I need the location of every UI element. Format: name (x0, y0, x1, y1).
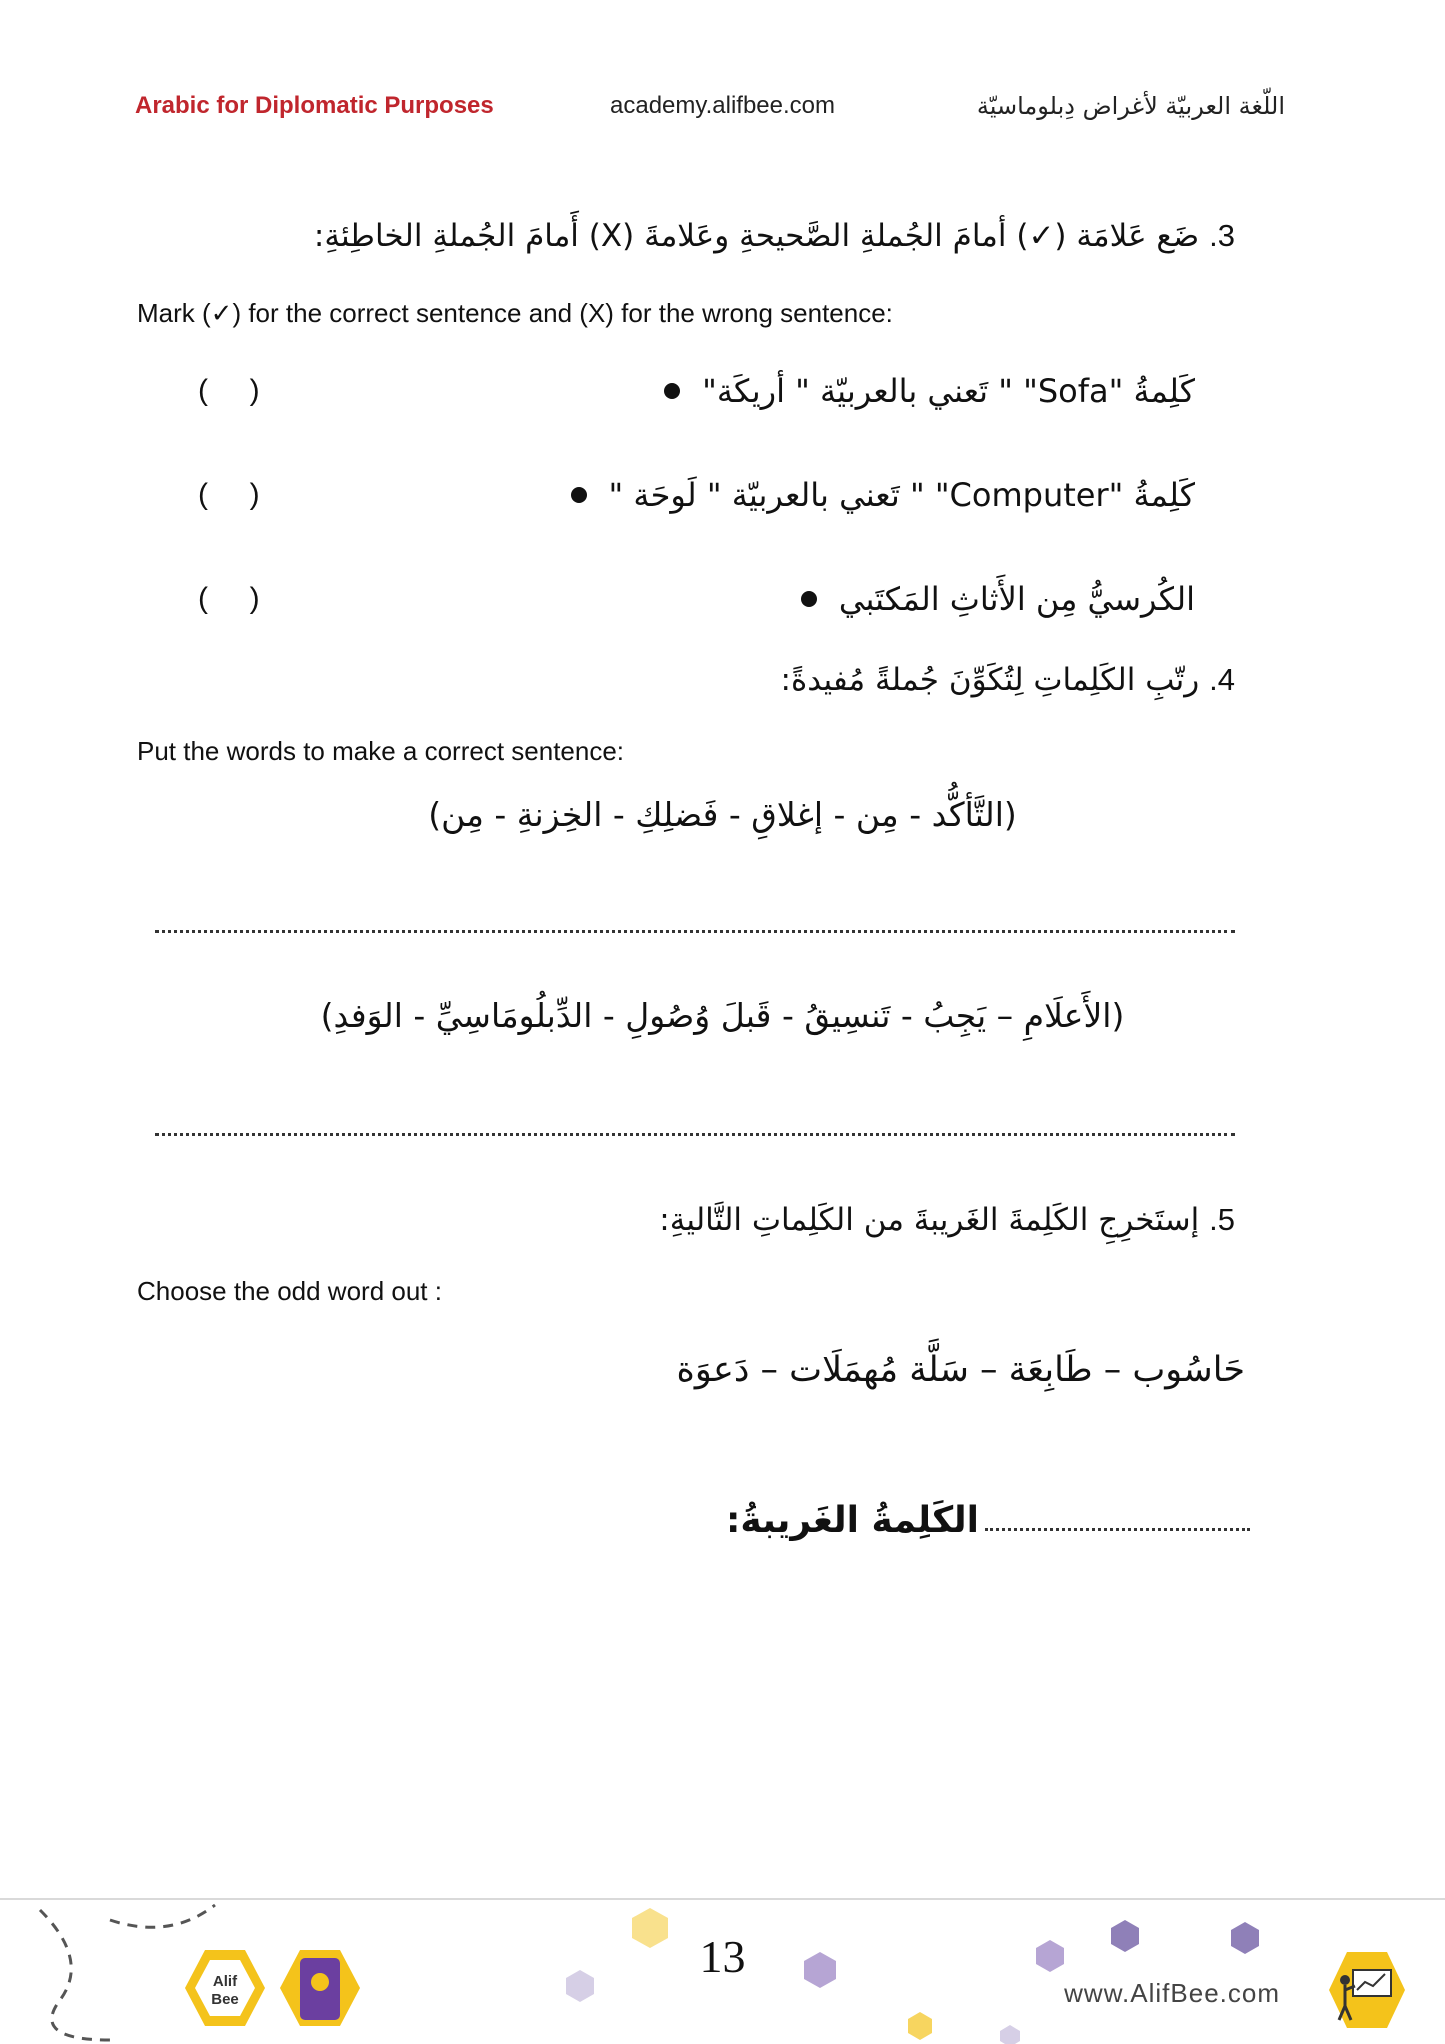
bullet-icon (664, 383, 680, 399)
header-site: academy.alifbee.com (610, 92, 835, 119)
q5-english-instruction: Choose the odd word out : (137, 1276, 442, 1306)
header-course-title: Arabic for Diplomatic Purposes (135, 92, 494, 119)
header-arabic-title: اللّغة العربيّة لأغراض دِبلوماسيّة (976, 92, 1285, 120)
q3-item-3-answer-box[interactable]: ( ) (198, 582, 260, 615)
q5-ar-text: إستَخرِجِ الكَلِمةَ الغَريبةَ من الكَلِماتِ التَّاليةِ: (659, 1202, 1200, 1238)
bullet-icon (571, 487, 587, 503)
q5-answer-label: الكَلِمةُ الغَريبةُ: (725, 1500, 979, 1541)
q3-item-2-text: كَلِمةُ "Computer" " تَعني بالعربيّة " لَوحَة " (608, 476, 1195, 514)
q4-arabic-instruction (781, 662, 1235, 698)
q3-item-1 (664, 372, 1195, 410)
q3-english-instruction: Mark (✓) for the correct sentence and (X) for the wrong sentence: (137, 298, 893, 328)
q4-word-set-1: (التَّأكُّد - مِن - إغلاقِ - فَضلِكِ - الخِزنةِ - مِن) (428, 795, 1017, 834)
q3-item-3-text: الكُرسيُّ مِن الأَثاثِ المَكتَبي (838, 580, 1195, 618)
q3-item-3 (801, 580, 1195, 618)
q3-item-1-text: كَلِمةُ "Sofa" " تَعني بالعربيّة " أريكَة" (702, 372, 1195, 410)
q5-arabic-instruction (659, 1202, 1235, 1238)
q3-item-2-answer-box[interactable]: ( ) (198, 478, 260, 511)
q3-ar-text: ضَع عَلامَة (✓) أمامَ الجُملةِ الصَّحيحةِ وعَلامةَ (X) أَمامَ الجُملةِ الخاطِئةِ: (313, 218, 1200, 254)
q3-item-2 (571, 476, 1195, 514)
q4-ar-text: رتّبِ الكَلِماتِ لِتُكَوِّنَ جُملةً مُفيدةً: (780, 662, 1200, 698)
footer-url[interactable]: www.AlifBee.com (1064, 1978, 1280, 2008)
q5-answer-line[interactable] (985, 1528, 1250, 1531)
q4-english-instruction: Put the words to make a correct sentence: (137, 736, 625, 766)
presentation-icon (1327, 1950, 1407, 2034)
q3-number: 3. (1209, 218, 1235, 253)
page-number: 13 (699, 1931, 746, 1982)
q4-answer-line-2[interactable] (155, 1133, 1235, 1136)
q5-answer-row (726, 1500, 1250, 1541)
svg-text:Alif: Alif (212, 1973, 238, 1990)
q5-number: 5. (1209, 1202, 1235, 1237)
q4-answer-line-1[interactable] (155, 930, 1235, 933)
q4-number: 4. (1209, 662, 1235, 697)
svg-text:Bee: Bee (211, 1991, 239, 2008)
bullet-icon (801, 591, 817, 607)
q3-arabic-instruction (314, 218, 1235, 254)
q4-word-set-2: (الأَعلَامِ – يَجِبُ - تَنسِيقُ - قَبلَ وُصُولِ - الدِّبلُومَاسِيِّ - الوَفدِ) (320, 996, 1125, 1035)
q5-word-list: حَاسُوب – طَابِعَة – سَلَّة مُهمَلَات – دَعوَة (676, 1350, 1245, 1390)
q3-item-1-answer-box[interactable]: ( ) (198, 374, 260, 407)
